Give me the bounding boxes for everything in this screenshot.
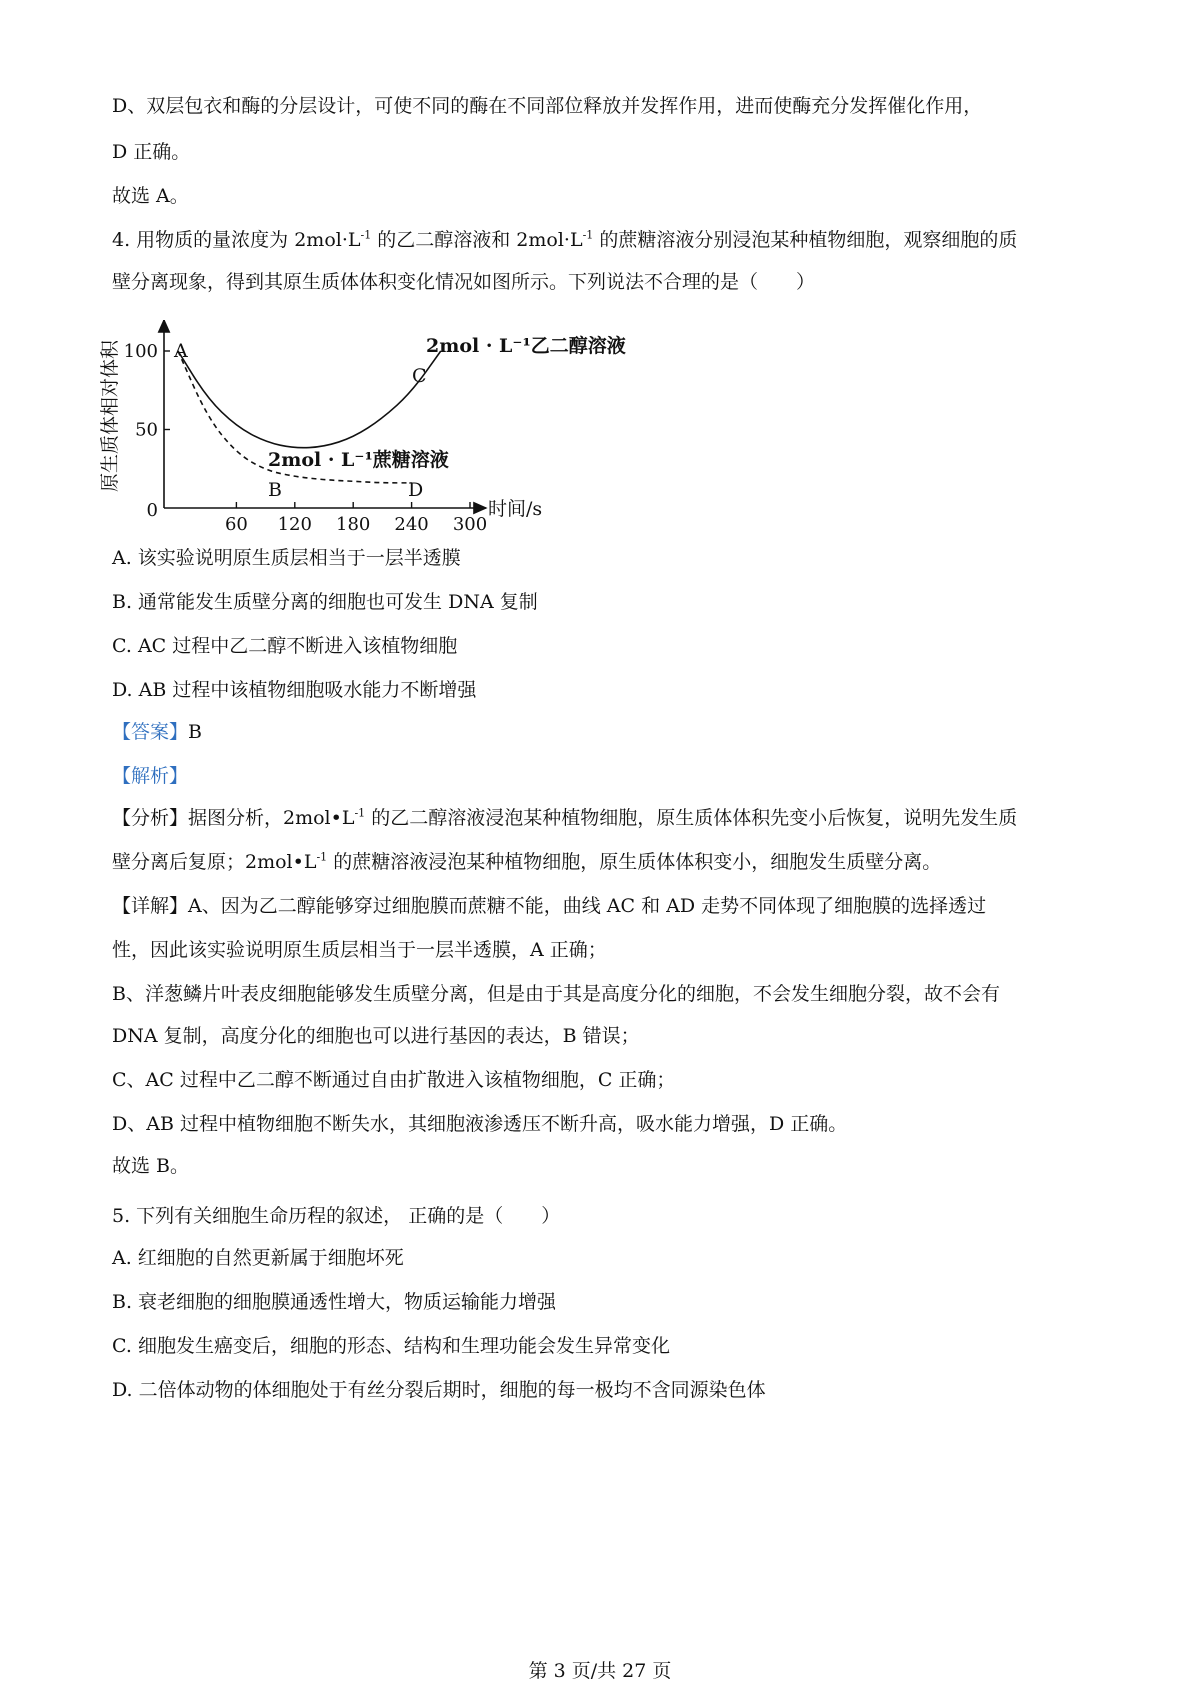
q4-text-b: 的乙二醇溶液和 2mol·L: [371, 229, 583, 251]
y-tick-label: 50: [135, 419, 158, 441]
fenxi-line-2: [112, 850, 941, 874]
fenxi-text-b: 的乙二醇溶液浸泡某种植物细胞，原生质体体积先变小后恢复，说明先发生质: [365, 807, 1018, 829]
answer-label: 【答案】: [112, 721, 189, 743]
q5-option-a: A. 红细胞的自然更新属于细胞坏死: [112, 1247, 404, 1269]
x-tick-label: 60: [224, 514, 248, 535]
q5-option-b: B. 衰老细胞的细胞膜通透性增大，物质运输能力增强: [112, 1291, 557, 1313]
q4-text-c: 的蔗糖溶液分别浸泡某种植物细胞，观察细胞的质: [593, 229, 1018, 251]
series-label: 2mol · L⁻¹蔗糖溶液: [268, 449, 449, 471]
series-line-ethylene-glycol: [178, 351, 441, 448]
option-b: B. 通常能发生质壁分离的细胞也可发生 DNA 复制: [112, 591, 538, 613]
fenxi-text-d: 的蔗糖溶液浸泡某种植物细胞，原生质体体积变小，细胞发生质壁分离。: [327, 851, 942, 873]
xiangjie-line-6: D、AB 过程中植物细胞不断失水，其细胞液渗透压不断升高，吸水能力增强，D 正确。: [112, 1113, 848, 1135]
fenxi-sup-2: -1: [316, 850, 328, 864]
q5-option-d: D. 二倍体动物的体细胞处于有丝分裂后期时，细胞的每一极均不含同源染色体: [112, 1379, 766, 1401]
fenxi-text-c: 壁分离后复原；2mol•L: [112, 851, 317, 873]
xiangjie-line-4: DNA 复制，高度分化的细胞也可以进行基因的表达，B 错误；: [112, 1025, 640, 1047]
xiangjie-text-1: A、因为乙二醇能够穿过细胞膜而蔗糖不能，曲线 AC 和 AD 走势不同体现了细胞膜的选择透过: [188, 895, 987, 917]
y-axis-label: 原生质体相对体积: [99, 339, 121, 492]
answer-value: B: [188, 721, 202, 743]
fenxi-line-1: [112, 806, 1017, 830]
y-tick-label: 100: [123, 341, 158, 362]
point-label-a: A: [174, 340, 188, 362]
q4-sup-1: -1: [360, 228, 372, 242]
x-axis-label: 时间/s: [488, 498, 543, 520]
line-d-option: D、双层包衣和酶的分层设计，可使不同的酶在不同部位释放并发挥作用，进而使酶充分发挥催化作用，: [112, 95, 983, 117]
fenxi-text-a: 据图分析，2mol•L: [188, 807, 355, 829]
option-d: D. AB 过程中该植物细胞吸水能力不断增强: [112, 679, 477, 701]
x-tick-label: 180: [336, 514, 371, 535]
analysis-label: 【解析】: [112, 765, 189, 787]
x-tick-label: 120: [277, 514, 312, 535]
option-a: A. 该实验说明原生质层相当于一层半透膜: [112, 547, 461, 569]
fenxi-sup-1: -1: [354, 806, 366, 820]
option-c: C. AC 过程中乙二醇不断进入该植物细胞: [112, 635, 458, 657]
xiangjie-label: 【详解】: [112, 895, 189, 917]
xiangjie-line-7: 故选 B。: [112, 1155, 190, 1177]
line-d-correct: D 正确。: [112, 141, 191, 163]
xiangjie-line-5: C、AC 过程中乙二醇不断通过自由扩散进入该植物细胞，C 正确；: [112, 1069, 676, 1091]
y-tick-label: 0: [146, 500, 158, 521]
x-tick-label: 240: [394, 514, 429, 535]
xiangjie-line-3: B、洋葱鳞片叶表皮细胞能够发生质壁分离，但是由于其是高度分化的细胞，不会发生细胞分裂，故不会有: [112, 983, 1000, 1005]
point-label-b: B: [268, 479, 282, 501]
fenxi-label: 【分析】: [112, 807, 189, 829]
page-footer: 第 3 页/共 27 页: [528, 1660, 672, 1682]
x-tick-label: 300: [452, 514, 488, 535]
question-5: 5. 下列有关细胞生命历程的叙述， 正确的是（ ）: [112, 1205, 561, 1227]
line-choose-a: 故选 A。: [112, 185, 189, 207]
answer-line: [112, 720, 202, 744]
q4-sup-2: -1: [582, 228, 594, 242]
xiangjie-line-2: 性，因此该实验说明原生质层相当于一层半透膜，A 正确；: [112, 939, 607, 961]
series-label: 2mol · L⁻¹乙二醇溶液: [426, 335, 626, 357]
q5-option-c: C. 细胞发生癌变后，细胞的形态、结构和生理功能会发生异常变化: [112, 1335, 670, 1357]
question-4-line-1: [112, 228, 1017, 252]
point-label-c: C: [412, 365, 427, 387]
q4-text-a: 4. 用物质的量浓度为 2mol·L: [112, 229, 361, 251]
xiangjie-line-1: [112, 894, 986, 918]
question-4-line-2: 壁分离现象，得到其原生质体体积变化情况如图所示。下列说法不合理的是（ ）: [112, 271, 816, 293]
point-label-d: D: [408, 479, 424, 501]
